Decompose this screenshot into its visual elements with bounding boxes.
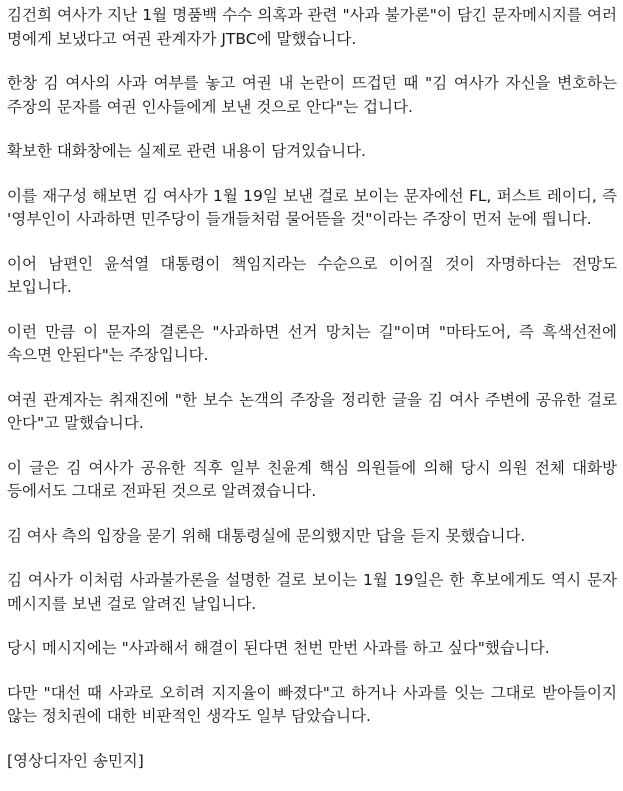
video-design-credit: [영상디자인 송민지]	[7, 751, 144, 770]
paragraph: 여권 관계자는 취재진에 "한 보수 논객의 주장을 정리한 글을 김 여사 주변에 공유한 걸로 안다"고 말했습니다.	[7, 390, 617, 432]
paragraph: 이어 남편인 윤석열 대통령이 책임지라는 수순으로 이어질 것이 자명하다는 전망도 보입니다.	[7, 254, 617, 296]
paragraph: 다만 "대선 때 사과로 오히려 지지율이 빠졌다"고 하거나 사과를 잇는 그대로 받아들이지 않는 정치권에 대한 비판적인 생각도 일부 담았습니다.	[7, 683, 617, 725]
paragraph: 확보한 대화창에는 실제로 관련 내용이 담겨있습니다.	[7, 142, 366, 160]
paragraph: 김 여사가 이처럼 사과불가론을 설명한 걸로 보이는 1월 19일은 한 후보에게도 역시 문자 메시지를 보낸 걸로 알려진 날입니다.	[7, 571, 617, 613]
paragraph: 김 여사 측의 입장을 묻기 위해 대통령실에 문의했지만 답을 듣지 못했습니다.	[7, 526, 526, 545]
paragraph: 한창 김 여사의 사과 여부를 놓고 여권 내 논란이 뜨겁던 때 "김 여사가 자신을 변호하는 주장의 문자를 여권 인사들에게 보낸 것으로 안다"는 겁니다.	[7, 74, 617, 116]
paragraph: 이런 만큼 이 문자의 결론은 "사과하면 선거 망치는 길"이며 "마타도어, 즉 흑색선전에 속으면 안된다"는 주장입니다.	[7, 322, 617, 364]
paragraph: 이 글은 김 여사가 공유한 직후 일부 친윤계 핵심 의원들에 의해 당시 의원 전체 대화방 등에서도 그대로 전파된 것으로 알려졌습니다.	[7, 458, 617, 500]
paragraph: 이를 재구성 해보면 김 여사가 1월 19일 보낸 걸로 보이는 문자에선 FL, 퍼스트 레이디, 즉 '영부인이 사과하면 민주당이 들개들처럼 물어뜯을 것"이라는 주장이 먼저 눈에 띕니다.	[7, 186, 617, 228]
article-body	[7, 4, 617, 773]
paragraph: 김건희 여사가 지난 1월 명품백 수수 의혹과 관련 "사과 불가론"이 담긴 문자메시지를 여러 명에게 보냈다고 여권 관계자가 JTBC에 말했습니다.	[7, 6, 617, 48]
paragraph: 당시 메시지에는 "사과해서 해결이 된다면 천번 만번 사과를 하고 싶다"했습니다.	[7, 639, 550, 657]
